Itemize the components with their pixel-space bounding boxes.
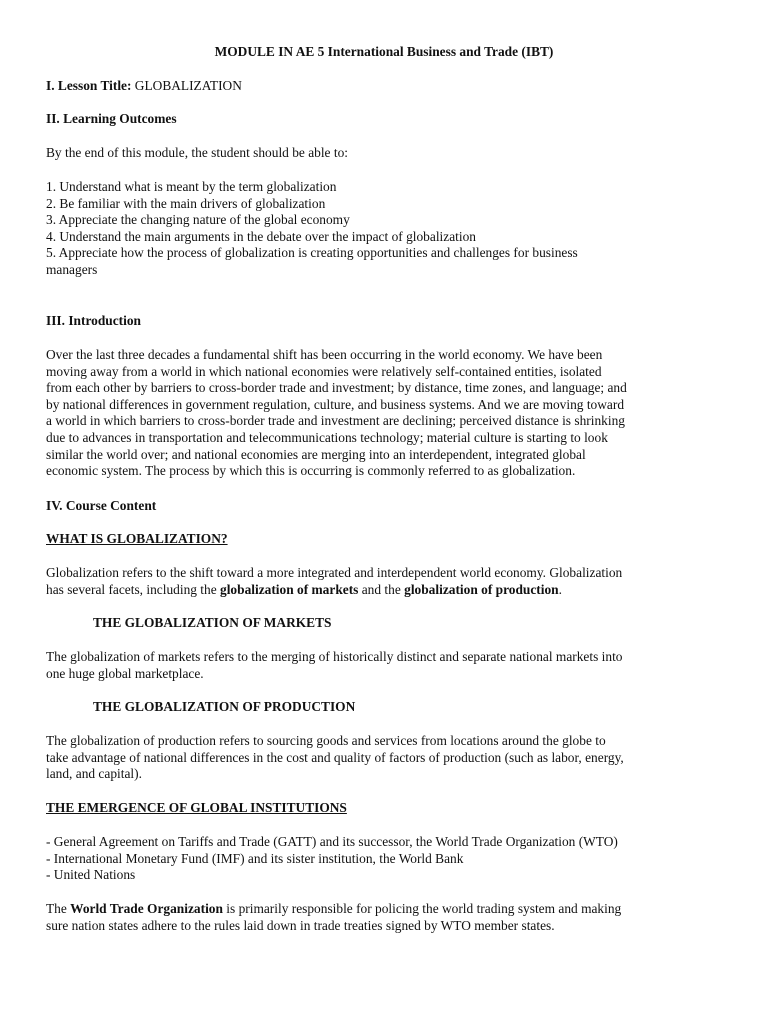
paragraph-line: due to advances in transportation and telecommunications technology; material culture is starting to look bbox=[46, 429, 608, 445]
outcome-item-continued: managers bbox=[46, 261, 98, 277]
institution-item: - International Monetary Fund (IMF) and its sister institution, the World Bank bbox=[46, 850, 464, 866]
lesson-title-text: GLOBALIZATION bbox=[134, 78, 242, 93]
outcome-item: 4. Understand the main arguments in the debate over the impact of globalization bbox=[46, 228, 476, 244]
global-institutions-heading: THE EMERGENCE OF GLOBAL INSTITUTIONS bbox=[46, 800, 347, 815]
paragraph-text: The bbox=[46, 901, 71, 916]
paragraph-text: and the bbox=[358, 581, 405, 597]
paragraph-line: by national differences in government regulation, culture, and business systems. And we are moving toward bbox=[46, 396, 625, 412]
globalization-of-markets-paragraph bbox=[46, 649, 726, 682]
paragraph-text: . bbox=[558, 581, 562, 597]
learning-outcomes-list bbox=[46, 179, 726, 279]
learning-outcomes-intro: By the end of this module, the student should be able to: bbox=[46, 145, 348, 160]
bold-term-production: globalization of production bbox=[404, 581, 559, 597]
outcome-item: 1. Understand what is meant by the term globalization bbox=[46, 179, 337, 194]
paragraph-line: The globalization of markets refers to the merging of historically distinct and separate national markets into bbox=[46, 649, 623, 664]
paragraph-line: Over the last three decades a fundamental shift has been occurring in the world economy. We have been bbox=[46, 347, 603, 362]
paragraph-line: sure nation states adhere to the rules laid down in trade treaties signed by WTO member states. bbox=[46, 917, 555, 933]
what-is-globalization-heading: WHAT IS GLOBALIZATION? bbox=[46, 531, 228, 546]
paragraph-line: moving away from a world in which national economies were relatively self-contained entities, isolated bbox=[46, 363, 602, 379]
bold-term-wto: World Trade Organization bbox=[70, 901, 223, 916]
globalization-of-production-paragraph bbox=[46, 733, 726, 783]
bold-term-markets: globalization of markets bbox=[220, 581, 359, 597]
paragraph-line: from each other by barriers to cross-border trade and investment; by distance, time zones, and language; and bbox=[46, 380, 627, 396]
paragraph-line: economic system. The process by which this is occurring is commonly referred to as globalization. bbox=[46, 463, 576, 479]
paragraph-line: land, and capital). bbox=[46, 766, 142, 782]
outcome-item: 3. Appreciate the changing nature of the global economy bbox=[46, 212, 350, 228]
outcome-item: 5. Appreciate how the process of globalization is creating opportunities and challenges for business bbox=[46, 245, 578, 261]
outcome-item: 2. Be familiar with the main drivers of globalization bbox=[46, 195, 326, 211]
paragraph-line: Globalization refers to the shift toward a more integrated and interdependent world economy. Globalization bbox=[46, 565, 623, 580]
what-is-globalization-paragraph bbox=[46, 565, 726, 598]
globalization-of-markets-heading: THE GLOBALIZATION OF MARKETS bbox=[93, 615, 332, 630]
paragraph-text: is primarily responsible for policing the world trading system and making bbox=[222, 901, 622, 916]
institution-item: - United Nations bbox=[46, 867, 136, 883]
course-content-heading: IV. Course Content bbox=[46, 498, 157, 513]
paragraph-text: has several facets, including the bbox=[46, 581, 221, 597]
introduction-paragraph bbox=[46, 347, 726, 480]
learning-outcomes-heading: II. Learning Outcomes bbox=[46, 111, 177, 126]
paragraph-line: a world in which barriers to cross-border trade and investment are declining; perceived distance is shrinking bbox=[46, 413, 625, 429]
paragraph-line bbox=[46, 901, 726, 918]
paragraph-line: similar the world over; and national economies are merging into an interdependent, integrated global bbox=[46, 446, 586, 462]
globalization-of-production-heading: THE GLOBALIZATION OF PRODUCTION bbox=[93, 699, 356, 714]
paragraph-line: one huge global marketplace. bbox=[46, 665, 204, 681]
wto-paragraph bbox=[46, 901, 726, 934]
paragraph-line: take advantage of national differences in the cost and quality of factors of production (such as labor, energy, bbox=[46, 749, 624, 765]
introduction-heading: III. Introduction bbox=[46, 313, 142, 328]
paragraph-line: The globalization of production refers to sourcing goods and services from locations around the globe to bbox=[46, 733, 606, 748]
global-institutions-list bbox=[46, 834, 726, 884]
lesson-title-prefix: I. Lesson Title: bbox=[46, 78, 135, 93]
institution-item: - General Agreement on Tariffs and Trade (GATT) and its successor, the World Trade Organization (WTO) bbox=[46, 834, 618, 849]
module-title: MODULE IN AE 5 International Business and Trade (IBT) bbox=[214, 44, 554, 59]
paragraph-line bbox=[46, 582, 726, 599]
lesson-title bbox=[46, 78, 726, 95]
